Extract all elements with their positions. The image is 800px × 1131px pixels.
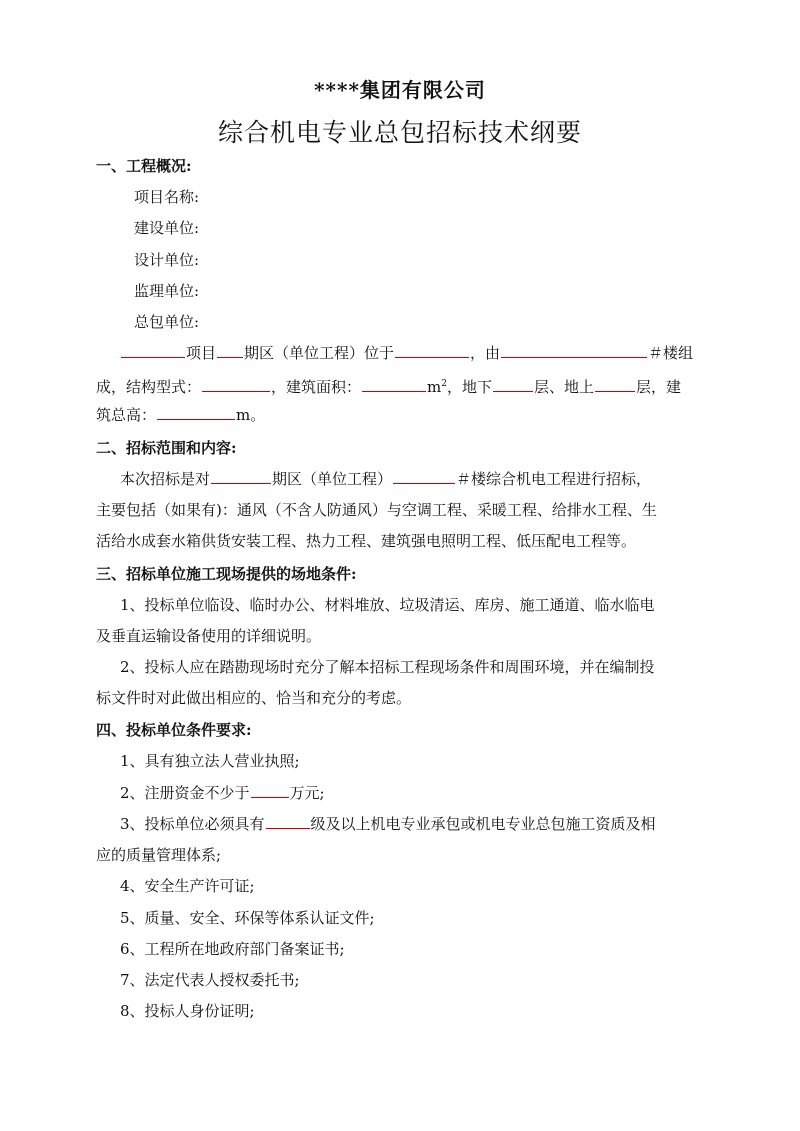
text: 本次招标是对 [120, 470, 211, 488]
site-item1-line1: 1、投标单位临设、临时办公、材料堆放、垃圾清运、库房、施工通道、临水临电 [120, 596, 655, 614]
field-designer: 设计单位: [134, 251, 200, 269]
section1-heading: 一、工程概况: [96, 157, 192, 175]
text: 2、注册资金不少于 [120, 784, 250, 802]
blank-height [157, 404, 235, 420]
req-item2 [120, 782, 325, 804]
text: ，由 [470, 344, 501, 362]
section4-heading: 四、投标单位条件要求: [96, 721, 252, 739]
blank-phase [217, 342, 243, 358]
text: 项目 [186, 344, 217, 362]
site-item2-line2: 标文件时对此做出相应的、恰当和充分的考虑。 [96, 689, 412, 707]
req-item6: 6、工程所在地政府部门备案证书; [120, 940, 345, 958]
overview-paragraph-line1 [120, 342, 693, 364]
text: 筑总高： [96, 406, 157, 424]
text: 3、投标单位必须具有 [120, 815, 265, 833]
req-item3-line1 [120, 813, 656, 835]
overview-paragraph-line2 [96, 373, 681, 398]
req-item3-line2: 应的质量管理体系; [96, 846, 222, 864]
blank-location [395, 342, 469, 358]
text: ，建筑面积： [271, 378, 362, 396]
blank-scope-phase [211, 468, 271, 484]
blank-structure [202, 376, 270, 392]
blank-area [362, 376, 426, 392]
req-item8: 8、投标人身份证明; [120, 1002, 255, 1020]
text: 层、地上 [534, 378, 595, 396]
section2-heading: 二、招标范围和内容: [96, 439, 237, 457]
text: 级及以上机电专业承包或机电专业总包施工资质及相 [310, 815, 656, 833]
req-item5: 5、质量、安全、环保等体系认证文件; [120, 909, 375, 927]
field-general-contractor: 总包单位: [134, 313, 200, 331]
section3-heading: 三、招标单位施工现场提供的场地条件: [96, 565, 357, 583]
document-title: 综合机电专业总包招标技术纲要 [217, 118, 582, 147]
text: 期区（单位工程） [272, 470, 393, 488]
blank-aboveground-floors [595, 376, 635, 392]
scope-line1 [120, 468, 651, 490]
site-item1-line2: 及垂直运输设备使用的详细说明。 [96, 627, 322, 645]
text: ＃楼组 [648, 344, 694, 362]
text: 层，建 [636, 378, 682, 396]
text: 成，结构型式： [96, 378, 202, 396]
blank-scope-building [393, 468, 455, 484]
field-project-name: 项目名称: [134, 188, 200, 206]
overview-paragraph-line3 [96, 404, 265, 426]
text: m。 [236, 406, 266, 424]
scope-line3: 活给水成套水箱供货安装工程、热力工程、建筑强电照明工程、低压配电工程等。 [96, 532, 637, 550]
superscript: 2 [441, 379, 447, 389]
field-supervisor: 监理单位: [134, 282, 200, 300]
req-item7: 7、法定代表人授权委托书; [120, 971, 300, 989]
scope-line2: 主要包括（如果有)：通风（不含人防通风）与空调工程、采暖工程、给排水工程、生 [96, 501, 657, 519]
text: 万元; [289, 784, 325, 802]
blank-project [121, 342, 185, 358]
blank-underground-floors [493, 376, 533, 392]
text: ＃楼综合机电工程进行招标， [456, 470, 652, 488]
req-item4: 4、安全生产许可证; [120, 877, 255, 895]
text: 期区（单位工程）位于 [244, 344, 395, 362]
field-owner: 建设单位: [134, 219, 200, 237]
req-item1: 1、具有独立法人营业执照; [120, 752, 300, 770]
blank-buildings [501, 342, 647, 358]
text: ，地下 [447, 378, 493, 396]
company-name: ****集团有限公司 [314, 78, 486, 102]
text: m [427, 378, 442, 396]
blank-grade [266, 813, 310, 829]
blank-capital [251, 782, 289, 798]
site-item2-line1: 2、投标人应在踏勘现场时充分了解本招标工程现场条件和周围环境，并在编制投 [120, 658, 655, 676]
